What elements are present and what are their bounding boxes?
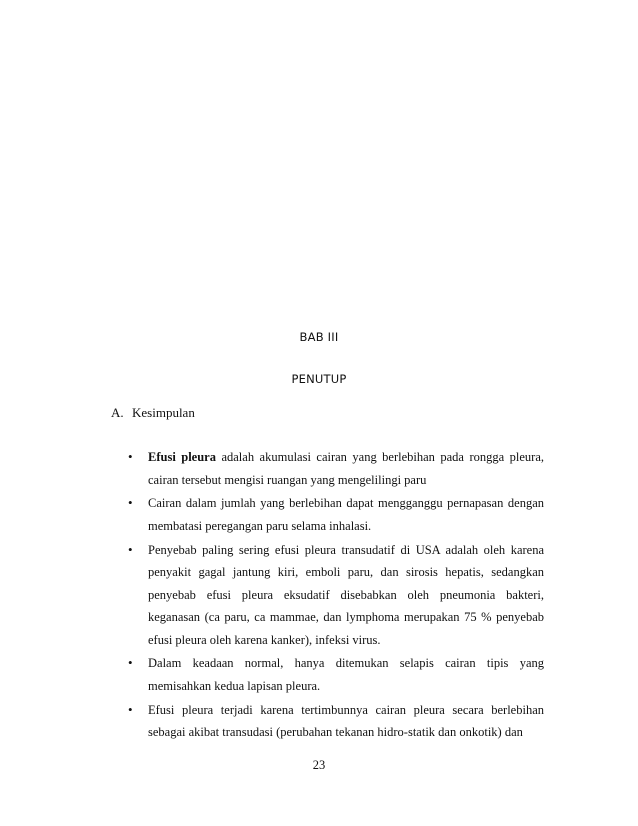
list-item-text: adalah akumulasi cairan yang berlebihan pada rongga pleura, cairan tersebut mengisi ruangan yang mengelilingi paru: [148, 450, 544, 487]
section-heading: [111, 405, 195, 421]
list-item-text: Dalam keadaan normal, hanya ditemukan selapis cairan tipis yang memisahkan kedua lapisan pleura.: [148, 656, 544, 693]
list-item: [128, 539, 544, 652]
bullet-icon: •: [128, 541, 133, 557]
bullet-icon: •: [128, 495, 133, 511]
bullet-icon: •: [128, 449, 133, 464]
list-item: [128, 446, 544, 491]
list-item: [128, 699, 544, 744]
conclusion-list: [128, 446, 544, 745]
list-item-text: Cairan dalam jumlah yang berlebihan dapat mengganggu pernapasan dengan membatasi peregangan paru selama inhalasi.: [148, 496, 544, 533]
bullet-icon: •: [128, 655, 133, 671]
chapter-title: PENUTUP: [291, 372, 347, 386]
page-number: 23: [312, 758, 326, 772]
chapter-heading: BAB III: [299, 330, 339, 344]
list-item: [128, 492, 544, 537]
section-number: A.: [111, 405, 124, 420]
bullet-icon: •: [128, 701, 133, 717]
list-item: [128, 652, 544, 697]
list-item-text: Efusi pleura terjadi karena tertimbunnya cairan pleura secara berlebihan sebagai akibat transudasi (perubahan tekanan hidro-statik dan onkotik) dan: [148, 702, 544, 740]
list-item-bold: Efusi pleura: [148, 450, 216, 464]
list-item-text: Penyebab paling sering efusi pleura transudatif di USA adalah oleh karena penyakit gagal jantung kiri, emboli paru, dan sirosis hepatis, sedangkan penyebab efusi pleura eksudatif disebabkan oleh pneumonia bakteri, keganasan (ca paru, ca mammae, dan lymphoma merupakan 75 % penyebab efusi pleura oleh karena kanker), infeksi virus.: [148, 542, 544, 647]
section-title: Kesimpulan: [132, 405, 195, 420]
